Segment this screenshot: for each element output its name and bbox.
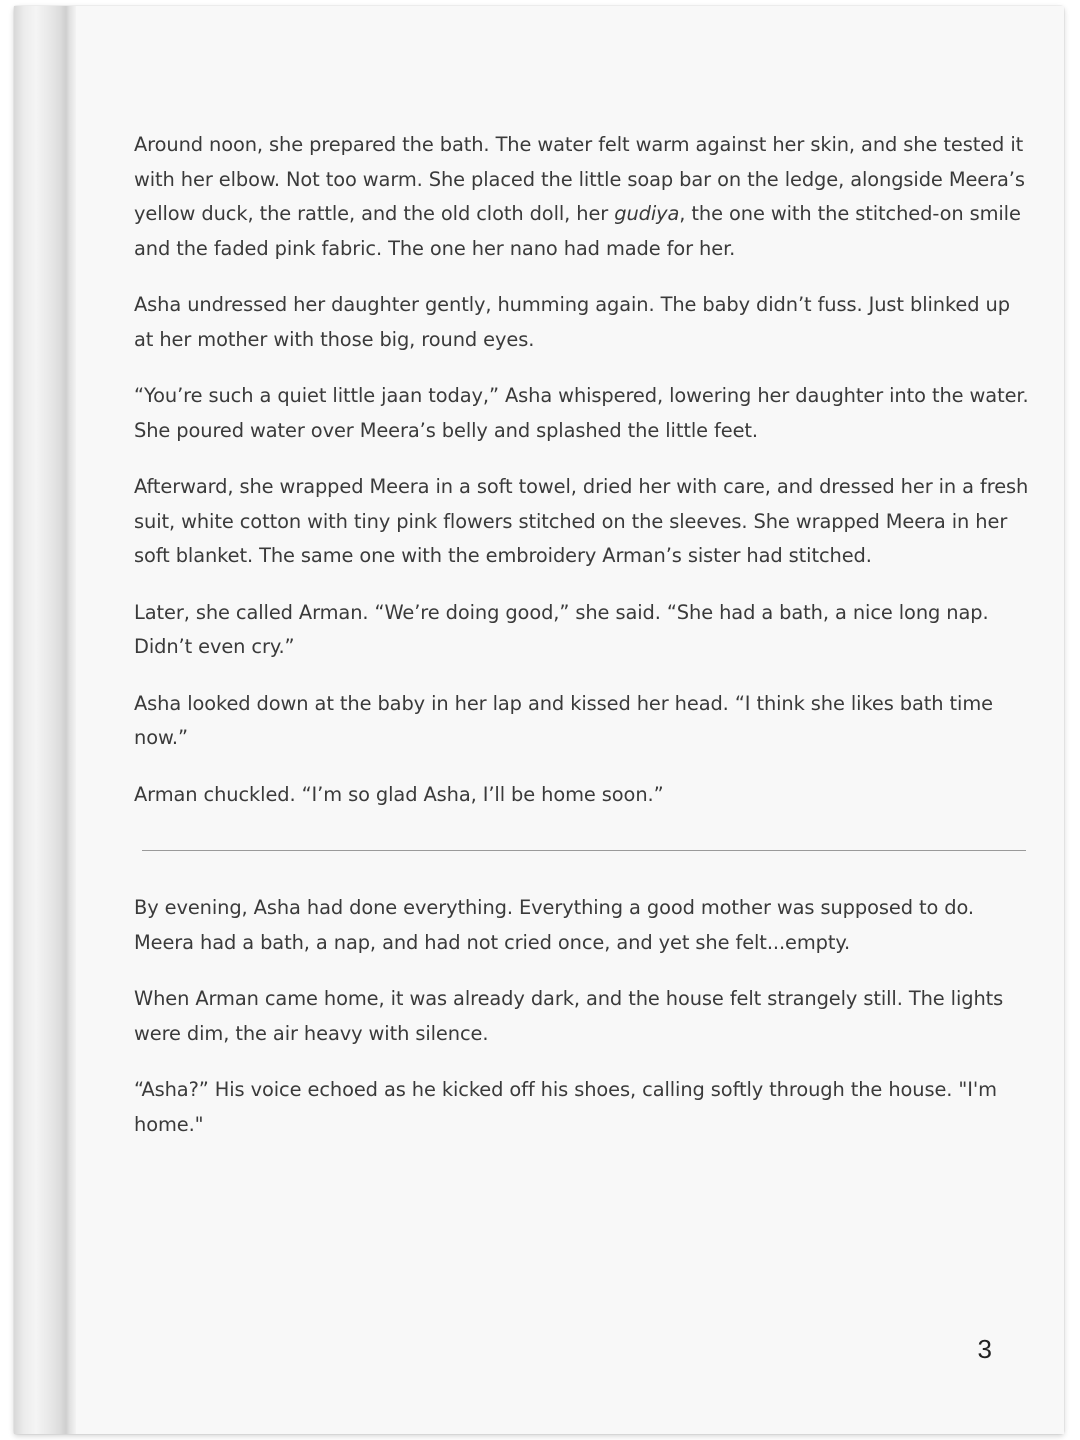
paragraph: By evening, Asha had done everything. Everything a good mother was supposed to do. Meera had a bath, a nap, and had not cried once, and yet she felt...empty. (134, 896, 974, 954)
paragraph: Arman chuckled. “I’m so glad Asha, I’ll be home soon.” (134, 782, 664, 806)
paragraph: Asha undressed her daughter gently, humming again. The baby didn’t fuss. Just blinked up at her mother with those big, round eyes. (134, 293, 1010, 351)
page-body (76, 6, 1064, 1434)
page-number: 3 (977, 1334, 992, 1364)
paragraph: Afterward, she wrapped Meera in a soft towel, dried her with care, and dressed her in a fresh suit, white cotton with tiny pink flowers stitched on the sleeves. She wrapped Meera in her soft blanket. The same one with the embroidery Arman’s sister had stitched. (134, 475, 1029, 567)
paragraph-text: Around noon, she prepared the bath. The water felt warm against her skin, and she tested it with her elbow. Not too warm. She placed the little soap bar on the ledge, alongside Meera’s yellow duck, the rattle, and the old cloth doll, her (134, 133, 1025, 225)
paragraph-text: , the one with the stitched-on smile and the faded pink fabric. The one her nano had made for her. (134, 202, 1021, 260)
paragraph (134, 128, 1034, 266)
page-text (134, 128, 1034, 1142)
emphasized-word: gudiya (614, 202, 680, 225)
paragraph: Later, she called Arman. “We’re doing good,” she said. “She had a bath, a nice long nap. Didn’t even cry.” (134, 600, 989, 658)
book-page (14, 6, 1064, 1434)
paragraph: Asha looked down at the baby in her lap and kissed her head. “I think she likes bath time now.” (134, 691, 993, 749)
paragraph: “You’re such a quiet little jaan today,” Asha whispered, lowering her daughter into the water. She poured water over Meera’s belly and splashed the little feet. (134, 384, 1029, 442)
paragraph: When Arman came home, it was already dark, and the house felt strangely still. The lights were dim, the air heavy with silence. (134, 987, 1004, 1045)
paragraph: “Asha?” His voice echoed as he kicked off his shoes, calling softly through the house. "I'm home." (134, 1078, 997, 1136)
section-divider (142, 850, 1026, 851)
book-spine (14, 6, 76, 1434)
